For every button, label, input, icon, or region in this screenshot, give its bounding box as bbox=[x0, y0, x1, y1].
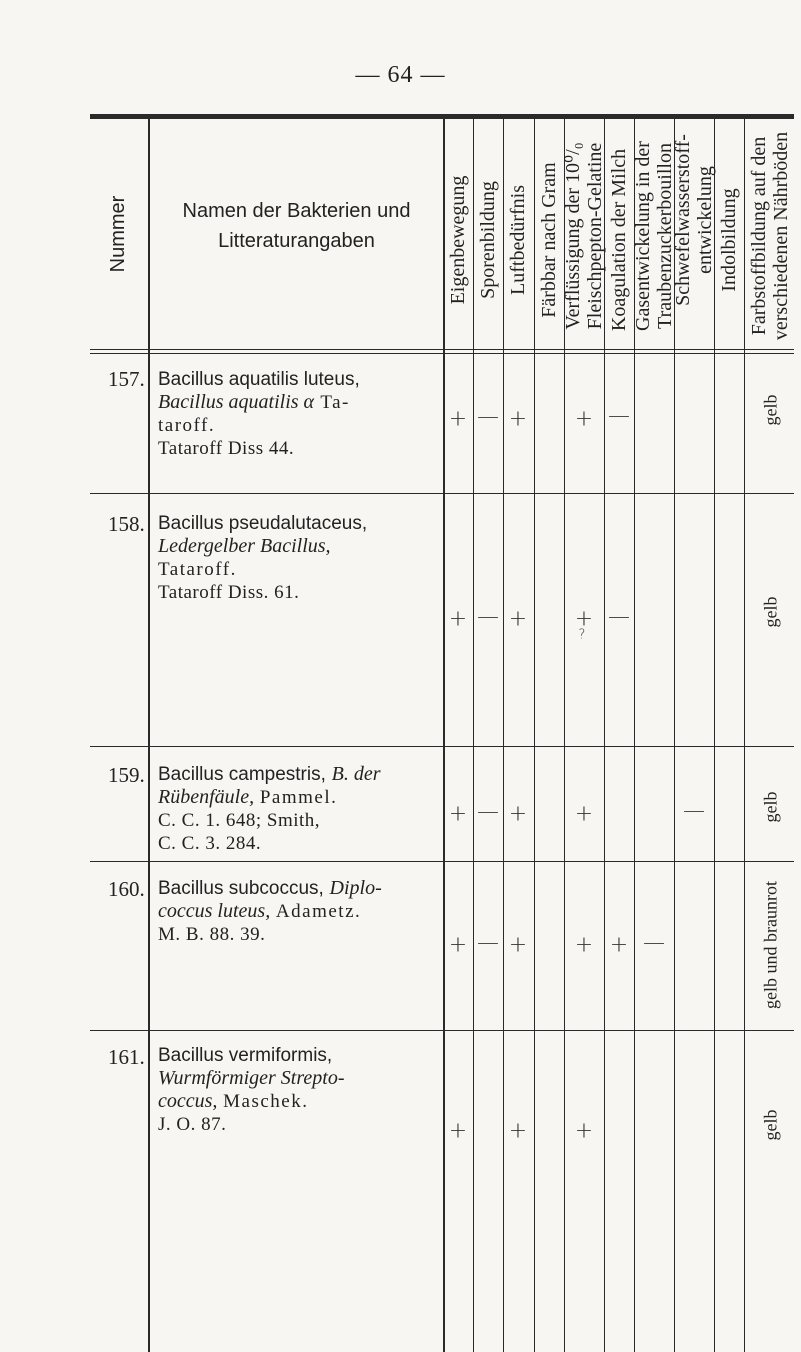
header-nummer: Nummer bbox=[107, 195, 129, 273]
bacterium-entry bbox=[158, 512, 444, 604]
cell-eigenbewegung: + bbox=[448, 606, 468, 632]
bacterium-reference: Tataroff Diss 44. bbox=[158, 438, 295, 459]
bacterium-author: taroff. bbox=[158, 415, 216, 436]
header-luftbeduerfnis: Luftbedürfnis bbox=[507, 185, 529, 295]
header-eigenbewegung: Eigenbewegung bbox=[447, 175, 469, 305]
page-number: — 64 — bbox=[355, 62, 446, 88]
bacterium-entry bbox=[158, 368, 444, 460]
bacterium-author: Maschek. bbox=[223, 1091, 309, 1112]
cell-sporenbildung: — bbox=[477, 930, 499, 956]
header-farbstoff-line1: Farbstoffbildung auf den bbox=[748, 136, 770, 336]
header-farbstoffbildung bbox=[748, 132, 792, 340]
cell-farbstoff: gelb bbox=[760, 394, 781, 426]
bacterium-name: Bacillus pseudalutaceus, bbox=[158, 513, 368, 534]
table-top-rule bbox=[90, 114, 794, 119]
header-gas-line1: Gasentwickelung in der bbox=[632, 141, 654, 331]
bacterium-author: Tataroff. bbox=[158, 559, 237, 580]
bacterium-author: Adametz. bbox=[275, 901, 362, 922]
bacterium-reference: M. B. 88. 39. bbox=[158, 924, 266, 945]
row-number: 159. bbox=[108, 763, 145, 787]
row-number: 157. bbox=[108, 367, 145, 391]
bacterium-name: Bacillus vermiformis, bbox=[158, 1045, 333, 1066]
column-divider bbox=[503, 119, 504, 1352]
bacterium-author: Pammel. bbox=[259, 787, 338, 808]
column-divider bbox=[744, 119, 745, 1352]
cell-verfluessigung: + bbox=[574, 801, 594, 827]
row-rule bbox=[90, 746, 794, 747]
header-verfluessigung bbox=[562, 142, 606, 329]
bacterium-synonym-cont: coccus luteus, bbox=[158, 900, 271, 922]
cell-sporenbildung: — bbox=[477, 799, 499, 825]
bacterium-synonym: B. der bbox=[331, 763, 381, 785]
cell-sporenbildung: — bbox=[477, 604, 499, 630]
bacterium-author-part: Ta- bbox=[314, 392, 350, 413]
cell-sporenbildung: — bbox=[477, 404, 499, 430]
bacterium-synonym: Wurmförmiger Strepto- bbox=[158, 1067, 345, 1089]
bacterium-reference: Tataroff Diss. 61. bbox=[158, 582, 300, 603]
cell-verfluessigung: + bbox=[574, 932, 594, 958]
bacterium-synonym-cont: coccus, bbox=[158, 1090, 218, 1112]
cell-farbstoff: gelb bbox=[760, 596, 781, 628]
row-rule bbox=[90, 1030, 794, 1031]
bacterium-reference: C. C. 1. 648; Smith, bbox=[158, 810, 321, 831]
cell-eigenbewegung: + bbox=[448, 801, 468, 827]
cell-koagulation: — bbox=[608, 604, 630, 630]
cell-verfluessigung: + bbox=[574, 1118, 594, 1144]
cell-farbstoff: gelb bbox=[760, 1109, 781, 1141]
bacterium-synonym: Ledergelber Bacillus, bbox=[158, 535, 331, 557]
cell-luftbeduerfnis: + bbox=[508, 406, 528, 432]
cell-eigenbewegung: + bbox=[448, 1118, 468, 1144]
bacterium-name: Bacillus subcoccus, bbox=[158, 878, 324, 899]
cell-verfluessigung: + bbox=[574, 406, 594, 432]
bacterium-synonym: Bacillus aquatilis α bbox=[158, 391, 315, 413]
cell-farbstoff: gelb und braunrot bbox=[760, 881, 781, 1009]
cell-schwefelwasserstoff: — bbox=[683, 798, 705, 824]
bacterium-reference: J. O. 87. bbox=[158, 1114, 227, 1135]
header-verfluessigung-line1: Verflüssigung der 10⁰/₀ bbox=[562, 142, 584, 330]
header-names-line1: Namen der Bakterien und bbox=[182, 200, 411, 222]
header-gas-line2: Traubenzuckerbouillon bbox=[654, 143, 676, 329]
header-koagulation: Koagulation der Milch bbox=[608, 148, 630, 332]
bacterium-name: Bacillus campestris, bbox=[158, 764, 326, 785]
column-divider bbox=[443, 119, 445, 1352]
cell-farbstoff: gelb bbox=[760, 791, 781, 823]
cell-luftbeduerfnis: + bbox=[508, 1118, 528, 1144]
row-number: 161. bbox=[108, 1045, 145, 1069]
bacterium-synonym-cont: Rübenfäule, bbox=[158, 786, 255, 808]
bacterium-synonym: Diplo- bbox=[329, 877, 382, 899]
header-verfluessigung-line2: Fleischpepton-Gelatine bbox=[584, 142, 606, 330]
bacterium-entry bbox=[158, 1044, 444, 1136]
column-divider bbox=[148, 119, 150, 1352]
row-rule bbox=[90, 861, 794, 862]
row-number: 158. bbox=[108, 512, 145, 536]
cell-verfluessigung: + bbox=[574, 606, 594, 632]
cell-gasentwickelung: — bbox=[643, 930, 665, 956]
header-names-line2: Litteraturangaben bbox=[218, 230, 375, 252]
header-schwefel-line1: Schwefelwasserstoff- bbox=[672, 134, 694, 306]
header-indolbildung: Indolbildung bbox=[718, 188, 740, 292]
bacterium-entry bbox=[158, 763, 444, 855]
cell-luftbeduerfnis: + bbox=[508, 801, 528, 827]
header-schwefel-line2: entwickelung bbox=[694, 166, 716, 274]
cell-luftbeduerfnis: + bbox=[508, 932, 528, 958]
header-schwefelwasserstoff bbox=[672, 134, 716, 306]
header-gasentwickelung bbox=[632, 141, 676, 331]
cell-verfluessigung-note: ? bbox=[578, 627, 586, 643]
bacterium-entry bbox=[158, 877, 444, 946]
bacterium-reference-cont: C. C. 3. 284. bbox=[158, 833, 262, 854]
cell-eigenbewegung: + bbox=[448, 932, 468, 958]
cell-luftbeduerfnis: + bbox=[508, 606, 528, 632]
header-gram: Färbbar nach Gram bbox=[538, 162, 560, 318]
header-farbstoff-line2: verschiedenen Nährböden bbox=[770, 131, 792, 341]
row-number: 160. bbox=[108, 877, 145, 901]
bacterium-name: Bacillus aquatilis luteus, bbox=[158, 369, 360, 390]
column-divider bbox=[473, 119, 474, 1352]
header-names bbox=[150, 196, 443, 256]
cell-eigenbewegung: + bbox=[448, 406, 468, 432]
header-rule bbox=[90, 349, 794, 354]
header-sporenbildung: Sporenbildung bbox=[477, 181, 499, 299]
cell-koagulation: + bbox=[609, 932, 629, 958]
cell-koagulation: — bbox=[608, 403, 630, 429]
column-divider bbox=[534, 119, 535, 1352]
row-rule bbox=[90, 493, 794, 494]
